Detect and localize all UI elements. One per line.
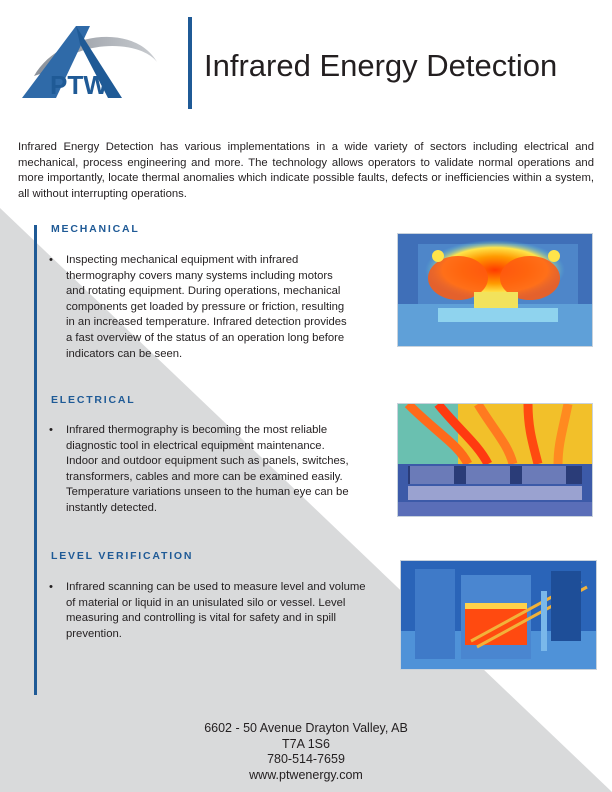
bullet-dot: • xyxy=(49,581,53,593)
bullet-dot: • xyxy=(49,254,53,266)
text-line: Infrared scanning can be used to measure level and volume xyxy=(66,581,366,593)
header-divider xyxy=(188,17,192,109)
text-line: components get loaded by pressure or friction, resulting xyxy=(66,300,345,313)
text-line: and rotating equipment. During operations, mechanical xyxy=(66,285,341,298)
page-title: Infrared Energy Detection xyxy=(204,48,558,83)
text-line: thermography covers many systems including motors xyxy=(66,269,333,282)
footer-website[interactable]: www.ptwenergy.com xyxy=(249,767,363,782)
footer-contact xyxy=(120,721,492,783)
section-heading-mechanical: MECHANICAL xyxy=(51,223,140,235)
intro-paragraph: Infrared Energy Detection has various implementations in a wide variety of sectors including electrical and mechanical, process engineering and more. The technology allows operators to validate normal operations and more importantly, locate thermal anomalies which indicate possible faults, defects or inefficiencies within a system, all without interrupting operations. xyxy=(18,141,594,200)
logo-text: PTW xyxy=(50,70,108,100)
footer-postal: T7A 1S6 xyxy=(282,736,330,751)
text-line: Inspecting mechanical equipment with infrared xyxy=(66,254,299,266)
section-heading-level-verification: LEVEL VERIFICATION xyxy=(51,550,194,562)
ptw-logo xyxy=(14,14,164,114)
text-line: prevention. xyxy=(66,627,122,640)
thermal-image-mechanical xyxy=(397,233,593,347)
text-line: transformers, cables and more can be examined easily. xyxy=(66,470,343,483)
section-rule xyxy=(34,225,37,695)
footer-phone: 780-514-7659 xyxy=(267,752,345,767)
thermal-image-electrical xyxy=(397,403,593,517)
text-line: instantly detected. xyxy=(66,501,158,514)
text-line: in an increased temperature. Infrared detection provides xyxy=(66,316,347,329)
text-line: diagnostic tool in electrical equipment maintenance. xyxy=(66,439,325,452)
text-line: Temperature variations unseen to the human eye can be xyxy=(66,486,349,499)
text-line: of material or liquid in an unisulated silo or vessel. Level xyxy=(66,596,346,609)
section-heading-electrical: ELECTRICAL xyxy=(51,394,136,406)
text-line: indicators can be seen. xyxy=(66,347,183,360)
text-line: Infrared thermography is becoming the most reliable xyxy=(66,424,328,436)
bullet-dot: • xyxy=(49,424,53,436)
thermal-image-level xyxy=(400,560,597,670)
text-line: Indoor and outdoor equipment such as panels, switches, xyxy=(66,455,349,468)
footer-address: 6602 - 50 Avenue Drayton Valley, AB xyxy=(204,721,408,735)
text-line: a fast overview of the status of an operation long before xyxy=(66,331,345,344)
text-line: measuring and controlling is vital for safety and in spill xyxy=(66,612,337,625)
